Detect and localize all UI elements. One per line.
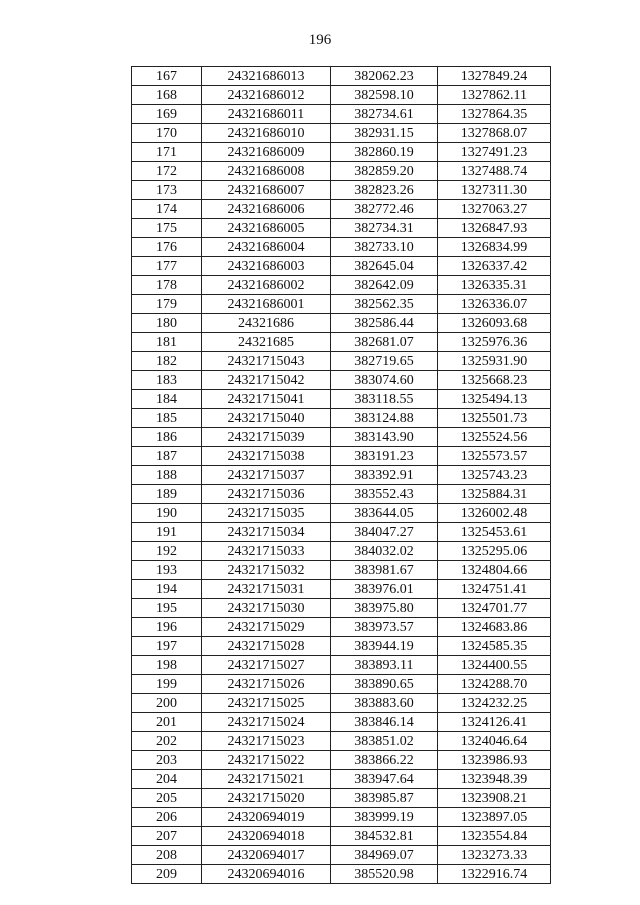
point-number-cell: 186 [132, 428, 202, 447]
point-code-cell: 24321715026 [202, 675, 331, 694]
point-code-cell: 24321715042 [202, 371, 331, 390]
table-row [132, 143, 551, 162]
table-row [132, 200, 551, 219]
y-coordinate-cell: 1325573.57 [438, 447, 551, 466]
x-coordinate-cell: 382586.44 [331, 314, 438, 333]
point-number-cell: 206 [132, 808, 202, 827]
table-row [132, 827, 551, 846]
point-number-cell: 193 [132, 561, 202, 580]
point-code-cell: 24321686001 [202, 295, 331, 314]
x-coordinate-cell: 383552.43 [331, 485, 438, 504]
point-code-cell: 24320694019 [202, 808, 331, 827]
table-row [132, 637, 551, 656]
x-coordinate-cell: 384532.81 [331, 827, 438, 846]
table-row [132, 162, 551, 181]
x-coordinate-cell: 383973.57 [331, 618, 438, 637]
point-code-cell: 24321686013 [202, 67, 331, 86]
point-number-cell: 180 [132, 314, 202, 333]
y-coordinate-cell: 1327864.35 [438, 105, 551, 124]
y-coordinate-cell: 1325524.56 [438, 428, 551, 447]
x-coordinate-cell: 383846.14 [331, 713, 438, 732]
point-number-cell: 182 [132, 352, 202, 371]
point-number-cell: 171 [132, 143, 202, 162]
y-coordinate-cell: 1324804.66 [438, 561, 551, 580]
table-row [132, 656, 551, 675]
point-number-cell: 176 [132, 238, 202, 257]
y-coordinate-cell: 1325884.31 [438, 485, 551, 504]
point-number-cell: 208 [132, 846, 202, 865]
point-number-cell: 200 [132, 694, 202, 713]
point-number-cell: 172 [132, 162, 202, 181]
point-code-cell: 24321715043 [202, 352, 331, 371]
y-coordinate-cell: 1327491.23 [438, 143, 551, 162]
table-row [132, 257, 551, 276]
point-code-cell: 24320694017 [202, 846, 331, 865]
x-coordinate-cell: 382734.61 [331, 105, 438, 124]
point-code-cell: 24321715025 [202, 694, 331, 713]
x-coordinate-cell: 383985.87 [331, 789, 438, 808]
point-number-cell: 194 [132, 580, 202, 599]
table-row [132, 675, 551, 694]
y-coordinate-cell: 1326093.68 [438, 314, 551, 333]
x-coordinate-cell: 382734.31 [331, 219, 438, 238]
table-row [132, 561, 551, 580]
point-code-cell: 24321715036 [202, 485, 331, 504]
point-number-cell: 185 [132, 409, 202, 428]
y-coordinate-cell: 1324701.77 [438, 599, 551, 618]
table-row [132, 466, 551, 485]
table-row [132, 694, 551, 713]
table-row [132, 751, 551, 770]
y-coordinate-cell: 1326002.48 [438, 504, 551, 523]
table-row [132, 580, 551, 599]
point-number-cell: 205 [132, 789, 202, 808]
table-row [132, 846, 551, 865]
table-row [132, 504, 551, 523]
point-code-cell: 24321715028 [202, 637, 331, 656]
point-number-cell: 173 [132, 181, 202, 200]
table-row [132, 390, 551, 409]
y-coordinate-cell: 1324751.41 [438, 580, 551, 599]
x-coordinate-cell: 383074.60 [331, 371, 438, 390]
point-code-cell: 24321686002 [202, 276, 331, 295]
x-coordinate-cell: 383944.19 [331, 637, 438, 656]
y-coordinate-cell: 1325453.61 [438, 523, 551, 542]
point-code-cell: 24321715039 [202, 428, 331, 447]
y-coordinate-cell: 1326335.31 [438, 276, 551, 295]
point-number-cell: 207 [132, 827, 202, 846]
point-code-cell: 24321685 [202, 333, 331, 352]
y-coordinate-cell: 1325501.73 [438, 409, 551, 428]
table-row [132, 371, 551, 390]
y-coordinate-cell: 1323986.93 [438, 751, 551, 770]
y-coordinate-cell: 1327488.74 [438, 162, 551, 181]
point-code-cell: 24320694018 [202, 827, 331, 846]
point-code-cell: 24321686012 [202, 86, 331, 105]
x-coordinate-cell: 382719.65 [331, 352, 438, 371]
point-code-cell: 24321715041 [202, 390, 331, 409]
table-row [132, 409, 551, 428]
table-row [132, 295, 551, 314]
x-coordinate-cell: 384047.27 [331, 523, 438, 542]
table-row [132, 276, 551, 295]
page-number: 196 [308, 32, 332, 48]
point-number-cell: 169 [132, 105, 202, 124]
y-coordinate-cell: 1324683.86 [438, 618, 551, 637]
x-coordinate-cell: 383947.64 [331, 770, 438, 789]
table-row [132, 181, 551, 200]
point-number-cell: 204 [132, 770, 202, 789]
point-number-cell: 170 [132, 124, 202, 143]
x-coordinate-cell: 383976.01 [331, 580, 438, 599]
y-coordinate-cell: 1326834.99 [438, 238, 551, 257]
point-code-cell: 24321715021 [202, 770, 331, 789]
point-number-cell: 203 [132, 751, 202, 770]
point-number-cell: 190 [132, 504, 202, 523]
x-coordinate-cell: 383883.60 [331, 694, 438, 713]
point-code-cell: 24321715023 [202, 732, 331, 751]
point-code-cell: 24321686006 [202, 200, 331, 219]
x-coordinate-cell: 384032.02 [331, 542, 438, 561]
x-coordinate-cell: 383143.90 [331, 428, 438, 447]
point-code-cell: 24321715030 [202, 599, 331, 618]
y-coordinate-cell: 1327311.30 [438, 181, 551, 200]
point-code-cell: 24321686004 [202, 238, 331, 257]
x-coordinate-cell: 382860.19 [331, 143, 438, 162]
table-row [132, 219, 551, 238]
x-coordinate-cell: 382772.46 [331, 200, 438, 219]
x-coordinate-cell: 382598.10 [331, 86, 438, 105]
x-coordinate-cell: 383975.80 [331, 599, 438, 618]
y-coordinate-cell: 1325494.13 [438, 390, 551, 409]
table-row [132, 105, 551, 124]
y-coordinate-cell: 1324288.70 [438, 675, 551, 694]
y-coordinate-cell: 1324232.25 [438, 694, 551, 713]
point-code-cell: 24321686008 [202, 162, 331, 181]
y-coordinate-cell: 1324046.64 [438, 732, 551, 751]
y-coordinate-cell: 1323273.33 [438, 846, 551, 865]
point-number-cell: 201 [132, 713, 202, 732]
x-coordinate-cell: 383644.05 [331, 504, 438, 523]
y-coordinate-cell: 1322916.74 [438, 865, 551, 884]
point-code-cell: 24321715029 [202, 618, 331, 637]
table-row [132, 599, 551, 618]
y-coordinate-cell: 1324126.41 [438, 713, 551, 732]
x-coordinate-cell: 383981.67 [331, 561, 438, 580]
point-number-cell: 179 [132, 295, 202, 314]
point-code-cell: 24321715037 [202, 466, 331, 485]
y-coordinate-cell: 1327063.27 [438, 200, 551, 219]
table-row [132, 618, 551, 637]
y-coordinate-cell: 1324400.55 [438, 656, 551, 675]
table-body [132, 67, 551, 884]
x-coordinate-cell: 382931.15 [331, 124, 438, 143]
point-code-cell: 24321715027 [202, 656, 331, 675]
table-row [132, 523, 551, 542]
y-coordinate-cell: 1323897.05 [438, 808, 551, 827]
table-row [132, 238, 551, 257]
point-number-cell: 183 [132, 371, 202, 390]
y-coordinate-cell: 1327862.11 [438, 86, 551, 105]
point-code-cell: 24321715033 [202, 542, 331, 561]
point-code-cell: 24321715032 [202, 561, 331, 580]
table-row [132, 314, 551, 333]
y-coordinate-cell: 1325668.23 [438, 371, 551, 390]
point-code-cell: 24321715040 [202, 409, 331, 428]
y-coordinate-cell: 1325743.23 [438, 466, 551, 485]
x-coordinate-cell: 383851.02 [331, 732, 438, 751]
table-row [132, 428, 551, 447]
point-code-cell: 24321686005 [202, 219, 331, 238]
y-coordinate-cell: 1323948.39 [438, 770, 551, 789]
x-coordinate-cell: 383392.91 [331, 466, 438, 485]
y-coordinate-cell: 1324585.35 [438, 637, 551, 656]
table-row [132, 865, 551, 884]
x-coordinate-cell: 383124.88 [331, 409, 438, 428]
point-number-cell: 189 [132, 485, 202, 504]
y-coordinate-cell: 1327868.07 [438, 124, 551, 143]
point-number-cell: 181 [132, 333, 202, 352]
table-row [132, 447, 551, 466]
x-coordinate-cell: 385520.98 [331, 865, 438, 884]
table-row [132, 124, 551, 143]
point-number-cell: 175 [132, 219, 202, 238]
point-code-cell: 24321715022 [202, 751, 331, 770]
table-row [132, 542, 551, 561]
table-row [132, 333, 551, 352]
point-number-cell: 195 [132, 599, 202, 618]
point-code-cell: 24321715035 [202, 504, 331, 523]
x-coordinate-cell: 382681.07 [331, 333, 438, 352]
x-coordinate-cell: 383893.11 [331, 656, 438, 675]
point-code-cell: 24321715038 [202, 447, 331, 466]
point-code-cell: 24321686011 [202, 105, 331, 124]
point-code-cell: 24321715034 [202, 523, 331, 542]
x-coordinate-cell: 383890.65 [331, 675, 438, 694]
x-coordinate-cell: 382642.09 [331, 276, 438, 295]
point-number-cell: 188 [132, 466, 202, 485]
point-code-cell: 24321686007 [202, 181, 331, 200]
x-coordinate-cell: 382645.04 [331, 257, 438, 276]
table-row [132, 732, 551, 751]
point-code-cell: 24321686010 [202, 124, 331, 143]
table-row [132, 713, 551, 732]
point-code-cell: 24321715024 [202, 713, 331, 732]
table-row [132, 808, 551, 827]
point-number-cell: 209 [132, 865, 202, 884]
point-code-cell: 24321686003 [202, 257, 331, 276]
y-coordinate-cell: 1327849.24 [438, 67, 551, 86]
x-coordinate-cell: 382733.10 [331, 238, 438, 257]
x-coordinate-cell: 382823.26 [331, 181, 438, 200]
y-coordinate-cell: 1325931.90 [438, 352, 551, 371]
point-code-cell: 24321715031 [202, 580, 331, 599]
point-number-cell: 197 [132, 637, 202, 656]
point-number-cell: 167 [132, 67, 202, 86]
point-code-cell: 24321686 [202, 314, 331, 333]
point-number-cell: 199 [132, 675, 202, 694]
table-row [132, 789, 551, 808]
point-number-cell: 191 [132, 523, 202, 542]
point-code-cell: 24321686009 [202, 143, 331, 162]
table-row [132, 485, 551, 504]
point-code-cell: 24321715020 [202, 789, 331, 808]
point-number-cell: 174 [132, 200, 202, 219]
y-coordinate-cell: 1323908.21 [438, 789, 551, 808]
y-coordinate-cell: 1325976.36 [438, 333, 551, 352]
y-coordinate-cell: 1323554.84 [438, 827, 551, 846]
point-number-cell: 187 [132, 447, 202, 466]
point-code-cell: 24320694016 [202, 865, 331, 884]
y-coordinate-cell: 1326847.93 [438, 219, 551, 238]
point-number-cell: 184 [132, 390, 202, 409]
y-coordinate-cell: 1325295.06 [438, 542, 551, 561]
point-number-cell: 198 [132, 656, 202, 675]
table-row [132, 67, 551, 86]
y-coordinate-cell: 1326336.07 [438, 295, 551, 314]
x-coordinate-cell: 384969.07 [331, 846, 438, 865]
point-number-cell: 168 [132, 86, 202, 105]
coordinates-table [131, 66, 551, 884]
point-number-cell: 192 [132, 542, 202, 561]
point-number-cell: 178 [132, 276, 202, 295]
point-number-cell: 177 [132, 257, 202, 276]
x-coordinate-cell: 382859.20 [331, 162, 438, 181]
table-row [132, 86, 551, 105]
point-number-cell: 202 [132, 732, 202, 751]
point-number-cell: 196 [132, 618, 202, 637]
x-coordinate-cell: 382562.35 [331, 295, 438, 314]
table-row [132, 352, 551, 371]
y-coordinate-cell: 1326337.42 [438, 257, 551, 276]
x-coordinate-cell: 383999.19 [331, 808, 438, 827]
x-coordinate-cell: 383191.23 [331, 447, 438, 466]
table-row [132, 770, 551, 789]
x-coordinate-cell: 383118.55 [331, 390, 438, 409]
x-coordinate-cell: 382062.23 [331, 67, 438, 86]
x-coordinate-cell: 383866.22 [331, 751, 438, 770]
